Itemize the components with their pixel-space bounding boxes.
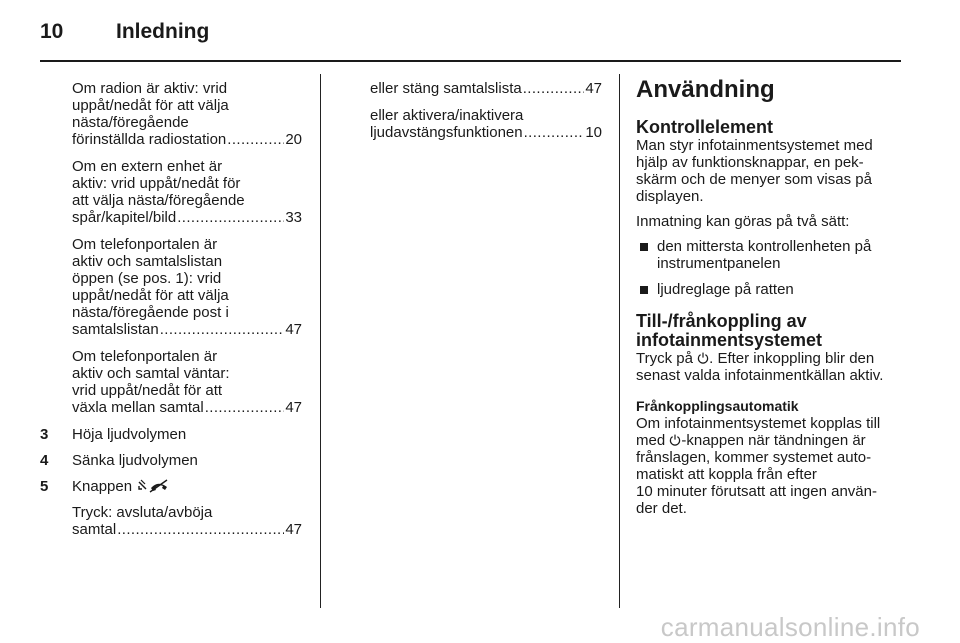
- toc-line[interactable]: [370, 80, 602, 97]
- text-line: nästa/föregående post i: [72, 304, 229, 321]
- text-line: Om en extern enhet är: [72, 158, 223, 175]
- text-line: öppen (se pos. 1): vrid: [72, 270, 222, 287]
- toc-page[interactable]: 47: [285, 321, 302, 338]
- text-line: aktiv: vrid uppåt/nedåt för: [72, 175, 241, 192]
- bullet-square-icon: [640, 286, 648, 294]
- toc-text: spår/kapitel/bild: [72, 209, 177, 226]
- heading-line: infotainmentsystemet: [636, 330, 823, 350]
- text-line: displayen.: [636, 188, 704, 205]
- toc-leader: [177, 209, 284, 226]
- toc-page[interactable]: 47: [285, 399, 302, 416]
- subheading-till-frankoppling: [636, 312, 904, 350]
- toc-text: samtalslistan: [72, 321, 159, 338]
- section-heading: Användning: [636, 76, 775, 103]
- toc-text: samtal: [72, 521, 117, 538]
- toc-page[interactable]: 20: [285, 131, 302, 148]
- numbered-item-3: [40, 426, 302, 443]
- text-line: instrumentpanelen: [657, 255, 781, 272]
- numbered-item-4: [40, 452, 302, 469]
- text-fragment: med: [636, 432, 666, 449]
- text-line: vrid uppåt/nedåt för att: [72, 382, 223, 399]
- text-line: uppåt/nedåt för att välja: [72, 97, 229, 114]
- text-line: skärm och de menyer som visas på: [636, 171, 872, 188]
- text-line: eller aktivera/inaktivera: [370, 107, 524, 124]
- bullet-text: ljudreglage på ratten: [657, 281, 794, 298]
- text-line: Om telefonportalen är: [72, 348, 218, 365]
- text-line: Tryck: avsluta/avböja: [72, 504, 213, 521]
- bullet-text: [657, 238, 871, 272]
- text-line: 10 minuter förutsatt att ingen använ-: [636, 483, 877, 500]
- text-line: der det.: [636, 500, 687, 517]
- toc-line[interactable]: [72, 521, 302, 538]
- toc-page[interactable]: 47: [285, 521, 302, 538]
- toc-leader: [524, 124, 585, 141]
- entry-radio: [72, 80, 302, 148]
- paragraph: [636, 350, 904, 384]
- text-line: aktiv och samtal väntar:: [72, 365, 230, 382]
- text-line: senast valda infotainmentkällan aktiv.: [636, 367, 884, 384]
- toc-text: ljudavstängsfunktionen: [370, 124, 523, 141]
- text-line: Man styr infotainmentsystemet med: [636, 137, 873, 154]
- bullet-item: [636, 281, 904, 298]
- item-5-description: [72, 504, 302, 538]
- paragraph: [636, 137, 904, 205]
- power-icon: [669, 434, 681, 446]
- item-text: Sänka ljudvolymen: [72, 452, 198, 469]
- text-line: nästa/föregående: [72, 114, 189, 131]
- item-number: 3: [40, 426, 49, 443]
- text-fragment: -knappen när tändningen är: [681, 432, 866, 449]
- item-number: 4: [40, 452, 49, 469]
- text-line: [636, 432, 904, 449]
- toc-leader: [523, 80, 585, 97]
- toc-line[interactable]: [370, 124, 602, 141]
- phone-hangup-icon: [136, 479, 170, 493]
- numbered-item-5: [40, 478, 302, 495]
- page-title: Inledning: [116, 20, 210, 43]
- toc-line[interactable]: [72, 399, 302, 416]
- toc-leader: [160, 321, 285, 338]
- entry-phone-waiting: [72, 348, 302, 416]
- toc-line[interactable]: [72, 209, 302, 226]
- item-text: Höja ljudvolymen: [72, 426, 187, 443]
- item-text: [72, 478, 170, 495]
- text-line: den mittersta kontrollenheten på: [657, 238, 872, 255]
- toc-leader: [205, 399, 285, 416]
- toc-page[interactable]: 10: [585, 124, 602, 141]
- item-number: 5: [40, 478, 49, 495]
- text-fragment: . Efter inkoppling blir den: [709, 350, 875, 367]
- toc-line[interactable]: [72, 321, 302, 338]
- paragraph: Inmatning kan göras på två sätt:: [636, 213, 850, 230]
- text-line: Om radion är aktiv: vrid: [72, 80, 228, 97]
- entry-phone-list: [72, 236, 302, 338]
- text-line: hjälp av funktionsknappar, en pek-: [636, 154, 864, 171]
- toc-page[interactable]: 47: [585, 80, 602, 97]
- item-text-label: Knappen: [72, 478, 133, 495]
- bullet-item: [636, 238, 904, 272]
- bullet-square-icon: [640, 243, 648, 251]
- toc-text: eller stäng samtalslista: [370, 80, 522, 97]
- toc-leader: [117, 521, 284, 538]
- header-rule: [40, 60, 901, 62]
- toc-page[interactable]: 33: [285, 209, 302, 226]
- subheading-kontrollelement: Kontrollelement: [636, 117, 774, 137]
- page-number: 10: [40, 20, 64, 43]
- text-line: matiskt att koppla från efter: [636, 466, 817, 483]
- text-line: att välja nästa/föregående: [72, 192, 245, 209]
- watermark: carmanualsonline.info: [660, 612, 920, 642]
- text-line: Om infotainmentsystemet kopplas till: [636, 415, 881, 432]
- column-2: [370, 80, 602, 141]
- text-line: aktiv och samtalslistan: [72, 253, 223, 270]
- column-1: [40, 80, 302, 538]
- paragraph: [636, 415, 904, 517]
- heading-line: Till-/frånkoppling av: [636, 311, 807, 331]
- toc-leader: [227, 131, 284, 148]
- entry-external-device: [72, 158, 302, 226]
- text-line: uppåt/nedåt för att välja: [72, 287, 229, 304]
- text-line: [636, 350, 904, 367]
- toc-line[interactable]: [72, 131, 302, 148]
- toc-text: växla mellan samtal: [72, 399, 204, 416]
- column-divider-1: [320, 74, 321, 608]
- power-icon: [697, 352, 709, 364]
- subheading-frankopplingsautomatik: Frånkopplingsautomatik: [636, 398, 799, 414]
- toc-text: förinställda radiostation: [72, 131, 227, 148]
- text-fragment: Tryck på: [636, 350, 693, 367]
- column-3: [636, 76, 904, 525]
- text-line: Om telefonportalen är: [72, 236, 218, 253]
- text-line: frånslagen, kommer systemet auto-: [636, 449, 872, 466]
- column-divider-2: [619, 74, 620, 608]
